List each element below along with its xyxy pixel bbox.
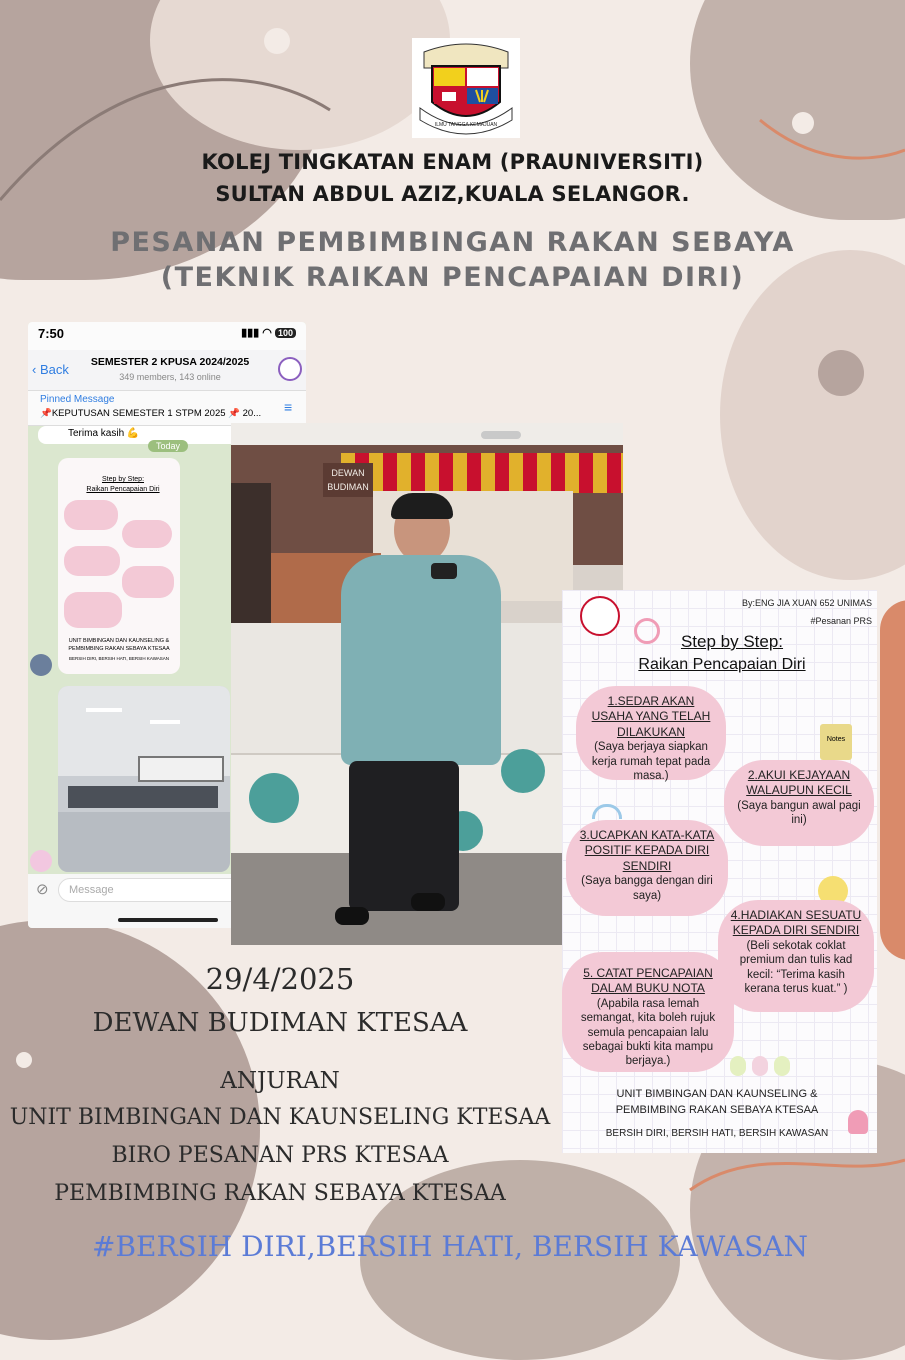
chat-header bbox=[28, 350, 306, 391]
microphone-icon bbox=[431, 563, 457, 579]
pinned-text: 📌KEPUTUSAN SEMESTER 1 STPM 2025 📌 20... bbox=[40, 408, 262, 419]
mini-title1: Step by Step: bbox=[101, 476, 145, 483]
notes-book-icon: Notes bbox=[820, 724, 852, 760]
mini-bubble-1 bbox=[64, 500, 118, 530]
mini-bubble-4 bbox=[122, 566, 174, 598]
step-3: 3.UCAPKAN KATA-KATA POSITIF KEPADA DIRI SENDIRI (Saya bangga dengan diri saya) bbox=[566, 820, 728, 916]
poster-title2: Raikan Pencapaian Diri bbox=[638, 656, 806, 673]
home-indicator bbox=[118, 918, 218, 922]
tulip-icon bbox=[848, 1110, 868, 1134]
hall-sign: DEWAN BUDIMAN bbox=[323, 463, 373, 497]
phone-status-bar bbox=[28, 322, 306, 350]
step-4: 4.HADIAKAN SESUATU KEPADA DIRI SENDIRI (Beli sekotak coklat premium dan tulis kad kecil: “Terima kasih kerana terus kuat.” ) bbox=[718, 900, 874, 1012]
organizer-3: PEMBIMBING RAKAN SEBAYA KTESAA bbox=[54, 1181, 506, 1206]
organizer-label: ANJURAN bbox=[220, 1068, 340, 1094]
event-venue: DEWAN BUDIMAN KTESAA bbox=[92, 1008, 468, 1038]
ceiling-fan-icon bbox=[481, 431, 521, 439]
group-avatar[interactable] bbox=[278, 357, 302, 381]
headline-line2: (TEKNIK RAIKAN PENCAPAIAN DIRI) bbox=[160, 262, 745, 293]
pinned-label: Pinned Message bbox=[40, 394, 115, 405]
group-name[interactable]: SEMESTER 2 KPUSA 2024/2025 bbox=[90, 356, 250, 368]
school-name-line1: KOLEJ TINGKATAN ENAM (PRAUNIVERSITI) bbox=[201, 150, 704, 174]
signal-icon: ▮▮▮ bbox=[241, 327, 260, 339]
mini-footer2: PEMBIMBING RAKAN SEBAYA KTESAA bbox=[68, 646, 170, 652]
poster-footer1: UNIT BIMBINGAN DAN KAUNSELING & bbox=[616, 1088, 818, 1100]
sender-avatar-2[interactable] bbox=[30, 850, 52, 872]
mini-bubble-2 bbox=[122, 520, 172, 548]
step-5: 5. CATAT PENCAPAIAN DALAM BUKU NOTA (Apabila rasa lemah semangat, kita boleh rujuk semula pencapaian lalu sebagai bukti kita mampu berjaya.) bbox=[562, 952, 734, 1072]
sender-avatar[interactable] bbox=[30, 654, 52, 676]
thanks-message: Terima kasih 💪 bbox=[38, 426, 238, 444]
poster-title1: Step by Step: bbox=[680, 632, 784, 651]
school-name-line2: SULTAN ABDUL AZIZ,KUALA SELANGOR. bbox=[215, 182, 690, 206]
bunny-icons bbox=[730, 1048, 790, 1078]
poster-author: By:ENG JIA XUAN 652 UNIMAS bbox=[741, 598, 872, 608]
rainbow-icon bbox=[592, 804, 622, 819]
message-input[interactable]: Message bbox=[58, 878, 258, 902]
today-label: Today bbox=[148, 440, 188, 452]
poster-footer3: BERSIH DIRI, BERSIH HATI, BERSIH KAWASAN bbox=[605, 1128, 829, 1139]
pinned-message-bar[interactable] bbox=[28, 391, 306, 426]
back-button[interactable]: ‹ Back bbox=[32, 362, 69, 377]
pin-list-icon[interactable]: ≡ bbox=[284, 399, 293, 415]
mini-bubble-5 bbox=[64, 592, 122, 628]
poster-tag: #Pesanan PRS bbox=[810, 616, 872, 626]
logo-motto: ILMU TANGGA KEMAJUAN bbox=[434, 122, 498, 128]
mini-bubble-3 bbox=[64, 546, 120, 576]
poster-footer2: PEMBIMBING RAKAN SEBAYA KTESAA bbox=[615, 1104, 819, 1116]
organizer-1: UNIT BIMBINGAN DAN KAUNSELING KTESAA bbox=[9, 1105, 551, 1130]
mini-title2: Raikan Pencapaian Diri bbox=[86, 486, 160, 493]
step-2: 2.AKUI KEJAYAAN WALAUPUN KECIL (Saya bangun awal pagi ini) bbox=[724, 760, 874, 846]
classroom-photo[interactable] bbox=[58, 686, 230, 872]
shared-poster-thumbnail[interactable] bbox=[58, 458, 180, 674]
event-date: 29/4/2025 bbox=[205, 962, 355, 996]
wifi-icon: ◠ bbox=[262, 327, 272, 339]
group-meta: 349 members, 143 online bbox=[119, 372, 221, 382]
organizer-2: BIRO PESANAN PRS KTESAA bbox=[111, 1143, 449, 1168]
poster-logo bbox=[580, 596, 620, 636]
hashtag: #BERSIH DIRI,BERSIH HATI, BERSIH KAWASAN bbox=[91, 1230, 808, 1263]
battery-icon: 100 bbox=[275, 328, 296, 338]
mini-footer3: BERSIH DIRI, BERSIH HATI, BERSIH KAWASAN bbox=[68, 656, 170, 661]
chevron-left-icon: ‹ bbox=[32, 362, 37, 377]
step-1: 1.SEDAR AKAN USAHA YANG TELAH DILAKUKAN (Saya berjaya siapkan kerja rumah tepat pada masa.) bbox=[576, 686, 726, 780]
mini-footer1: UNIT BIMBINGAN DAN KAUNSELING & bbox=[68, 638, 170, 644]
school-logo bbox=[412, 38, 520, 138]
step-poster bbox=[562, 590, 877, 1153]
attach-icon[interactable]: ⊘ bbox=[36, 881, 49, 898]
status-time: 7:50 bbox=[38, 326, 65, 341]
headline-line1: PESANAN PEMBIMBINGAN RAKAN SEBAYA bbox=[110, 227, 795, 258]
